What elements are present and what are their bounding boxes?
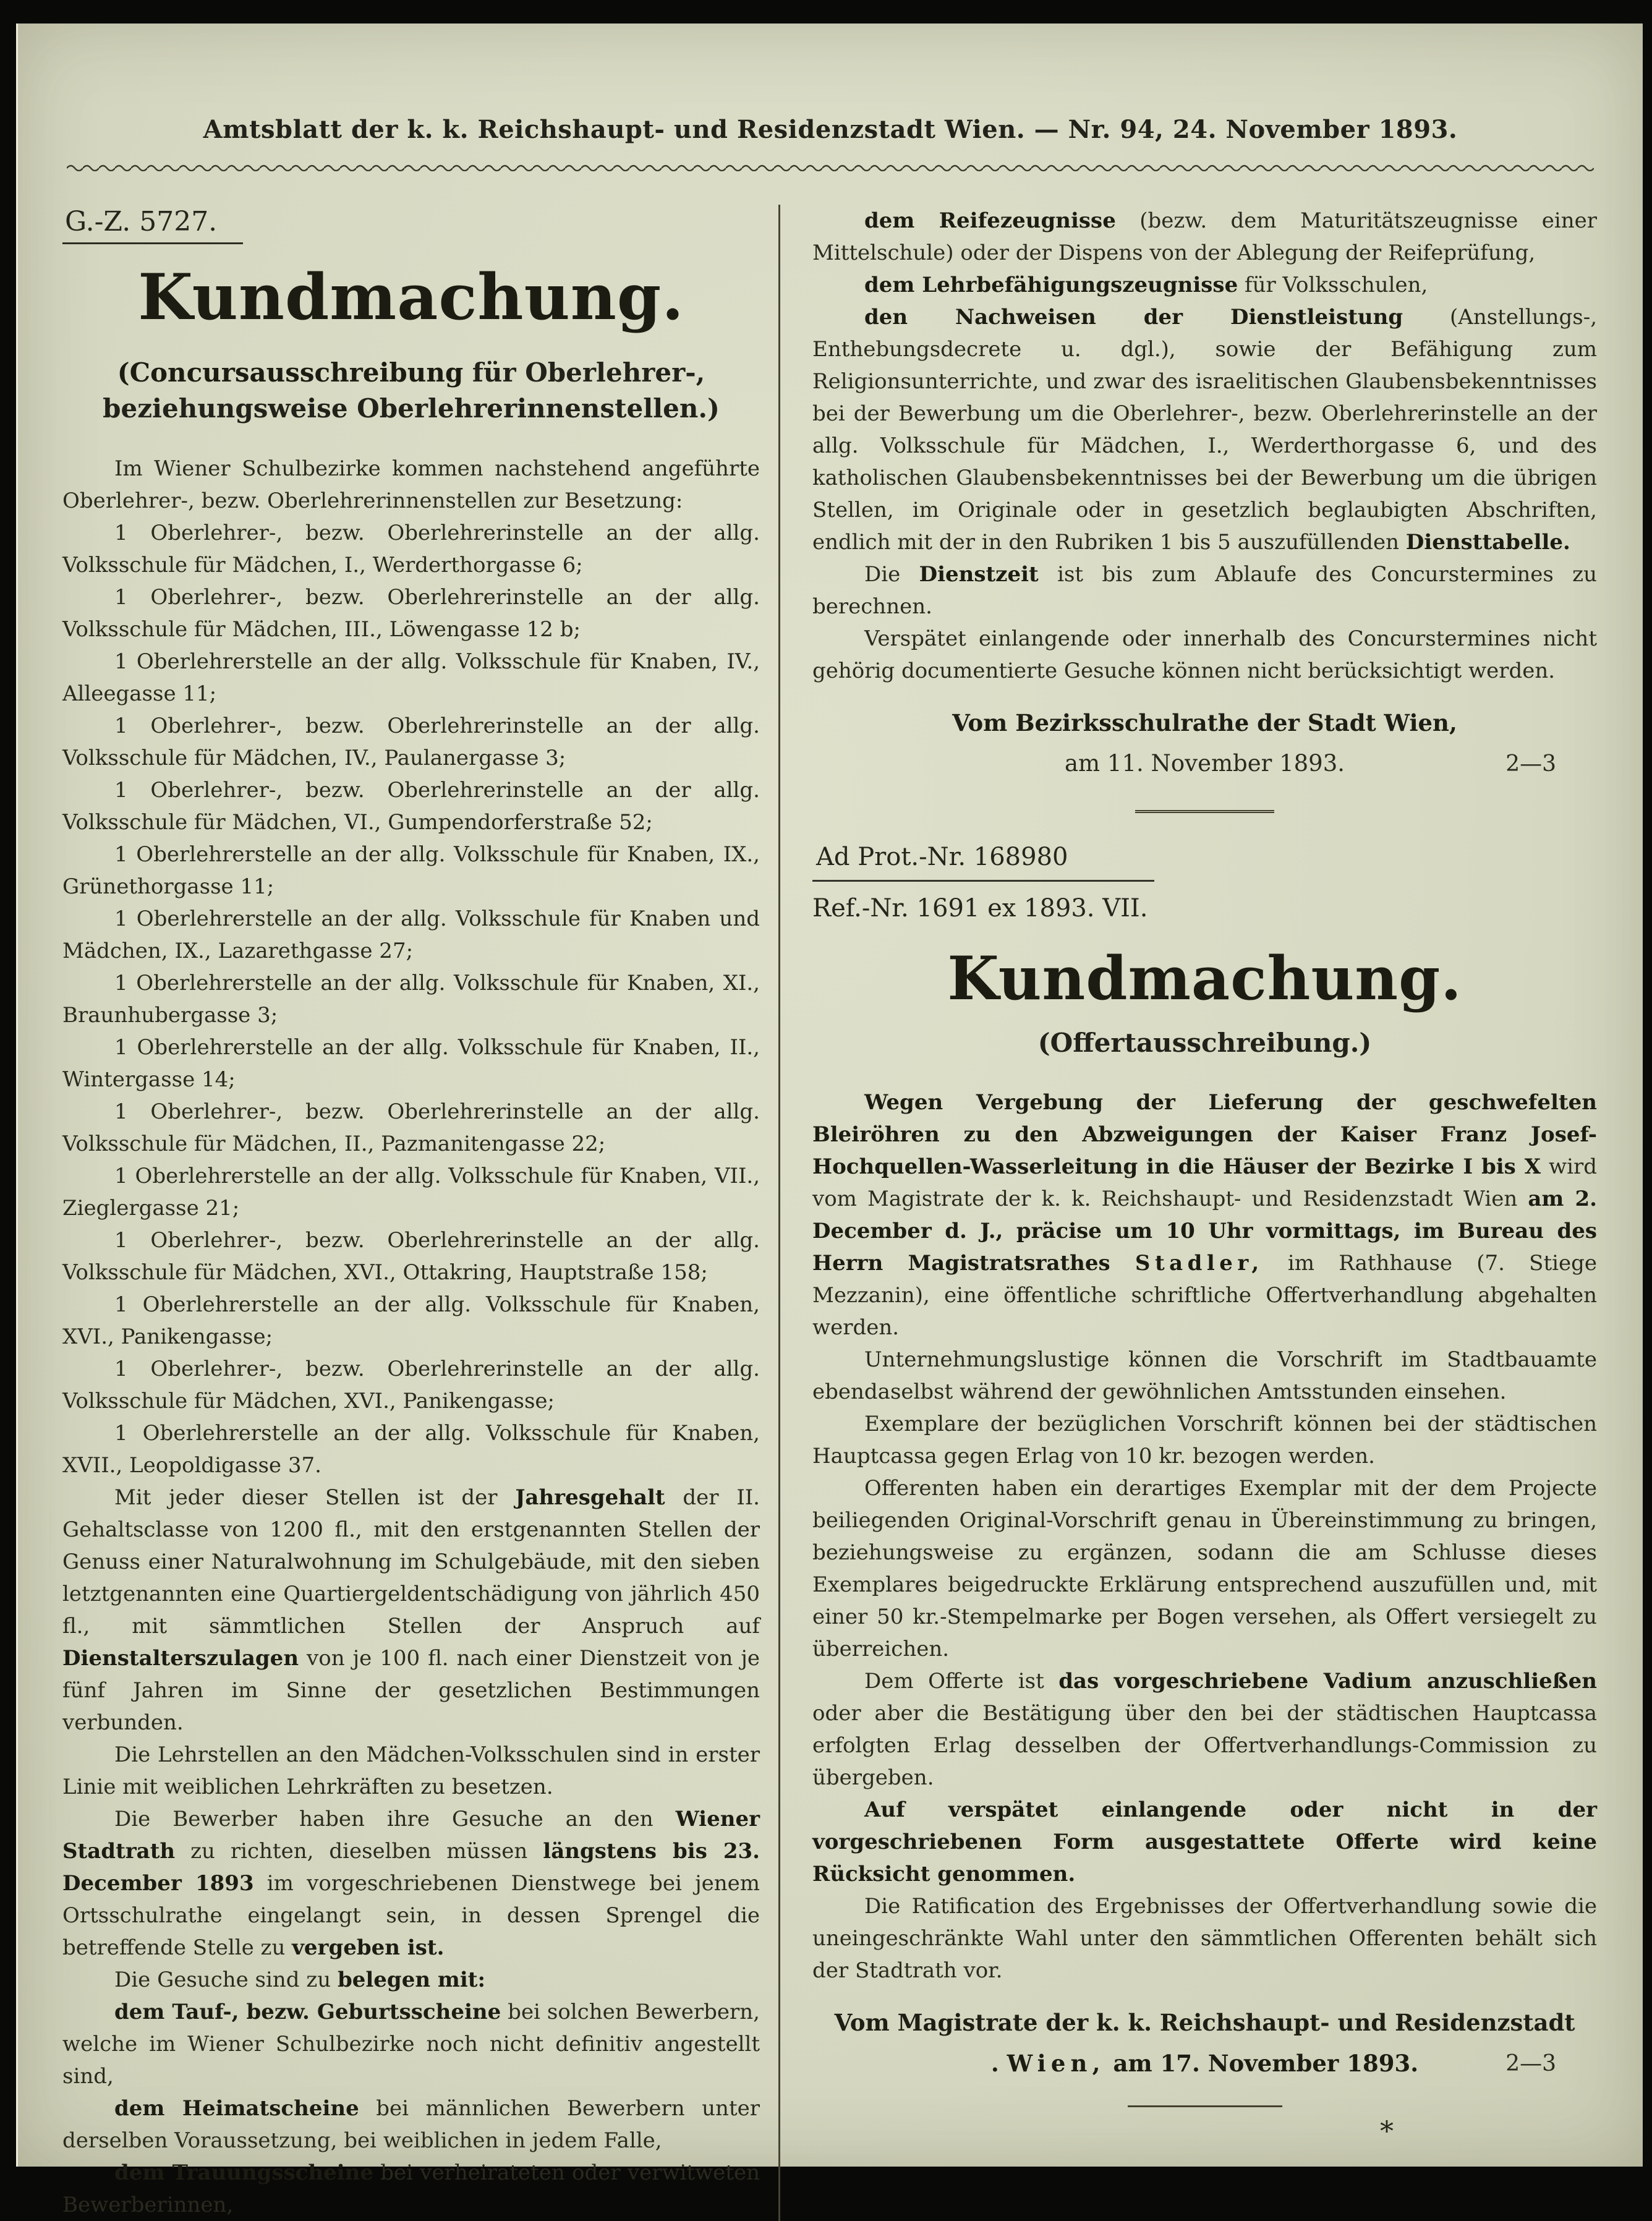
section-divider-rule	[1135, 810, 1274, 813]
vacancy-item: 1 Oberlehrer-, bezw. Oberlehrerinstelle an der allg. Volksschule für Mädchen, III., Löwengasse 12 b;	[62, 585, 760, 642]
paragraph: dem Lehrbefähigungszeugnisse für Volksschulen,	[864, 273, 1428, 297]
signature-issuer: Vom Magistrate der k. k. Reichshaupt- und Residenzstadt	[834, 2009, 1575, 2037]
vacancy-item: 1 Oberlehrerstelle an der allg. Volksschule für Knaben, IX., Grünethorgasse 11;	[62, 842, 760, 900]
paper-sheet	[16, 23, 1643, 2218]
vacancy-item: 1 Oberlehrerstelle an der allg. Volksschule für Knaben, XI., Braunhubergasse 3;	[62, 971, 760, 1028]
vacancy-item: 1 Oberlehrerstelle an der allg. Volksschule für Knaben, XVI., Panikengasse;	[62, 1292, 760, 1350]
insertion-counter: 2—3	[1505, 751, 1556, 777]
paragraph: Wegen Vergebung der Lieferung der geschwefelten Bleiröhren zu den Abzweigungen der Kaiser Franz Josef-Hochquellen-Wasserleitung in die Häuser der Bezirke I bis X wird vom Magistrate der k. k. Reichshaupt- und Residenzstadt Wien am 2. December d. J., präcise um 10 Uhr vormittags, im Bureau des Herrn Magistratsrathes Stadler, im Rathhause (7. Stiege Mezzanin), eine öffentliche schriftliche Offertverhandlung abgehalten werden.	[812, 1090, 1598, 1341]
paragraph: Unternehmungslustige können die Vorschrift im Stadtbauamte ebendaselbst während der gewöhnlichen Amtsstunden einsehen.	[812, 1347, 1597, 1405]
notice1-title: Kundmachung.	[138, 260, 684, 335]
paragraph: Die Ratification des Ergebnisses der Offertverhandlung sowie die uneingeschränkte Wahl unter den sämmtlichen Offerenten behält sich der Stadtrath vor.	[812, 1894, 1597, 1984]
masthead: Amtsblatt der k. k. Reichshaupt- und Residenzstadt Wien. — Nr. 94, 24. November 1893.	[203, 115, 1458, 144]
signature-date: am 11. November 1893.	[1065, 750, 1345, 777]
vacancy-item: 1 Oberlehrer-, bezw. Oberlehrerinstelle an der allg. Volksschule für Mädchen, VI., Gumpendorferstraße 52;	[62, 778, 760, 835]
paragraph: Die Bewerber haben ihre Gesuche an den Wiener Stadtrath zu richten, dieselben müssen längstens bis 23. December 1893 im vorgeschriebenen Dienstwege bei jenem Ortsschulrathe eingelangt sein, in dessen Sprengel die betreffende Stelle zu vergeben ist.	[62, 1807, 760, 1961]
paragraph: Die Dienstzeit ist bis zum Ablaufe des Concurstermines zu berechnen.	[812, 562, 1597, 619]
vacancy-item: 1 Oberlehrer-, bezw. Oberlehrerinstelle an der allg. Volksschule für Mädchen, XVI., Panikengasse;	[62, 1357, 760, 1414]
end-rule	[1128, 2105, 1282, 2107]
paragraph: Dem Offerte ist das vorgeschriebene Vadium anzuschließen oder aber die Bestätigung über den bei der städtischen Hauptcassa erfolgten Erlag desselben der Offertverhandlungs-Commission zu übergeben.	[812, 1669, 1597, 1791]
notice1-signature-block	[812, 709, 1597, 777]
intro-paragraph: Im Wiener Schulbezirke kommen nachstehend angeführte Oberlehrer-, bezw. Oberlehrerinnenstellen zur Besetzung:	[62, 456, 760, 514]
left-column	[62, 205, 760, 2221]
signature-date-row	[812, 750, 1597, 777]
vacancy-item: 1 Oberlehrerstelle an der allg. Volksschule für Knaben, IV., Alleegasse 11;	[62, 649, 760, 707]
notice2-signature-block	[812, 2009, 1597, 2077]
two-column-layout	[18, 171, 1643, 2221]
notice2-header	[812, 843, 1597, 1058]
signature-date-row	[812, 2050, 1597, 2077]
signature-date: . Wien, am 17. November 1893.	[990, 2050, 1419, 2078]
vacancy-item: 1 Oberlehrer-, bezw. Oberlehrerinstelle an der allg. Volksschule für Mädchen, II., Pazmanitengasse 22;	[62, 1099, 760, 1157]
paragraph: Exemplare der bezüglichen Vorschrift können bei der städtischen Hauptcassa gegen Erlag von 10 kr. bezogen werden.	[812, 1412, 1597, 1469]
signature-issuer: Vom Bezirksschulrathe der Stadt Wien,	[952, 709, 1457, 736]
vacancy-item: 1 Oberlehrer-, bezw. Oberlehrerinstelle an der allg. Volksschule für Mädchen, I., Werderthorgasse 6;	[62, 521, 760, 578]
paragraph: Die Gesuche sind zu belegen mit:	[114, 1967, 486, 1993]
protocol-number: Ad Prot.-Nr. 168980	[812, 843, 1154, 882]
paragraph: Auf verspätet einlangende oder nicht in der vorgeschriebenen Form ausgestattete Offerte wird keine Rücksicht genommen.	[812, 1797, 1597, 1887]
paragraph: den Nachweisen der Dienstleistung (Anstellungs-, Enthebungsdecrete u. dgl.), sowie der Befähigung zum Religionsunterrichte, und zwar des israelitischen Glaubensbekenntnisses bei der Bewerbung um die Oberlehrer-, bezw. Oberlehrerinstelle an der allg. Volksschule für Mädchen, I., Werderthorgasse 6, und des katholischen Glaubensbekenntnisses bei der Bewerbung um die übrigen Stellen, im Originale oder in gesetzlich beglaubigten Abschriften, endlich mit der in den Rubriken 1 bis 5 auszufüllenden Diensttabelle.	[812, 305, 1597, 555]
paragraph: Mit jeder dieser Stellen ist der Jahresgehalt der II. Gehaltsclasse von 1200 fl., mit den erstgenannten Stellen der Genuss einer Naturalwohnung im Schulgebäude, mit den sieben letztgenannten eine Quartiergeldentschädigung von jährlich 450 fl., mit sämmtlichen Stellen der Anspruch auf Dienstalterszulagen von je 100 fl. nach einer Dienstzeit von je fünf Jahren im Sinne der gesetzlichen Bestimmungen verbunden.	[62, 1485, 760, 1736]
vacancy-item: 1 Oberlehrer-, bezw. Oberlehrerinstelle an der allg. Volksschule für Mädchen, XVI., Ottakring, Hauptstraße 158;	[62, 1228, 760, 1285]
paragraph: dem Reifezeugnisse (bezw. dem Maturitätszeugnisse einer Mittelschule) oder der Dispens von der Ablegung der Reifeprüfung,	[812, 208, 1597, 265]
notice2-subtitle: (Offertausschreibung.)	[1037, 1028, 1372, 1059]
wavy-rule	[67, 163, 1594, 171]
paragraph: Offerenten haben ein derartiges Exemplar mit der dem Projecte beiliegenden Original-Vorschrift genau in Übereinstimmung zu bringen, beziehungsweise zu ergänzen, sodann die am Schlusse dieses Exemplares beigedruckte Erklärung entsprechend auszufüllen und, mit einer 50 kr.-Stempelmarke per Bogen versehen, als Offert versiegelt zu überreichen.	[812, 1476, 1597, 1662]
paragraph: dem Tauf-, bezw. Geburtsscheine bei solchen Bewerbern, welche im Wiener Schulbezirke noch nicht definitiv angestellt sind,	[62, 2000, 760, 2089]
docket-number: G.-Z. 5727.	[62, 206, 243, 244]
paragraph: Verspätet einlangende oder innerhalb des Concurstermines nicht gehörig documentierte Gesuche können nicht berücksichtigt werden.	[812, 626, 1597, 683]
insertion-counter: 2—3	[1505, 2051, 1556, 2077]
vacancy-item: 1 Oberlehrerstelle an der allg. Volksschule für Knaben, VII., Zieglergasse 21;	[62, 1164, 760, 1221]
reference-number: Ref.-Nr. 1691 ex 1893. VII.	[812, 894, 1148, 923]
footnote-asterisk: *	[1380, 2116, 1394, 2148]
vacancy-item: 1 Oberlehrer-, bezw. Oberlehrerinstelle an der allg. Volksschule für Mädchen, IV., Paulanergasse 3;	[62, 714, 760, 771]
notice2-title: Kundmachung.	[947, 944, 1462, 1013]
vacancy-item: 1 Oberlehrerstelle an der allg. Volksschule für Knaben und Mädchen, IX., Lazarethgasse 27;	[62, 906, 760, 964]
notice1-subtitle: (Concursausschreibung für Oberlehrer-, beziehungsweise Oberlehrerinnenstellen.)	[103, 357, 720, 424]
paragraph: Die Lehrstellen an den Mädchen-Volksschulen sind in erster Linie mit weiblichen Lehrkräften zu besetzen.	[62, 1742, 760, 1800]
vacancy-item: 1 Oberlehrerstelle an der allg. Volksschule für Knaben, XVII., Leopoldigasse 37.	[62, 1421, 760, 1478]
paragraph: dem Trauungsscheine bei verheirateten oder verwitweten Bewerberinnen,	[62, 2160, 760, 2218]
right-column	[780, 205, 1597, 2221]
vacancy-item: 1 Oberlehrerstelle an der allg. Volksschule für Knaben, II., Wintergasse 14;	[62, 1035, 760, 1093]
paragraph: dem Heimatscheine bei männlichen Bewerbern unter derselben Voraussetzung, bei weiblichen in jedem Falle,	[62, 2096, 760, 2154]
